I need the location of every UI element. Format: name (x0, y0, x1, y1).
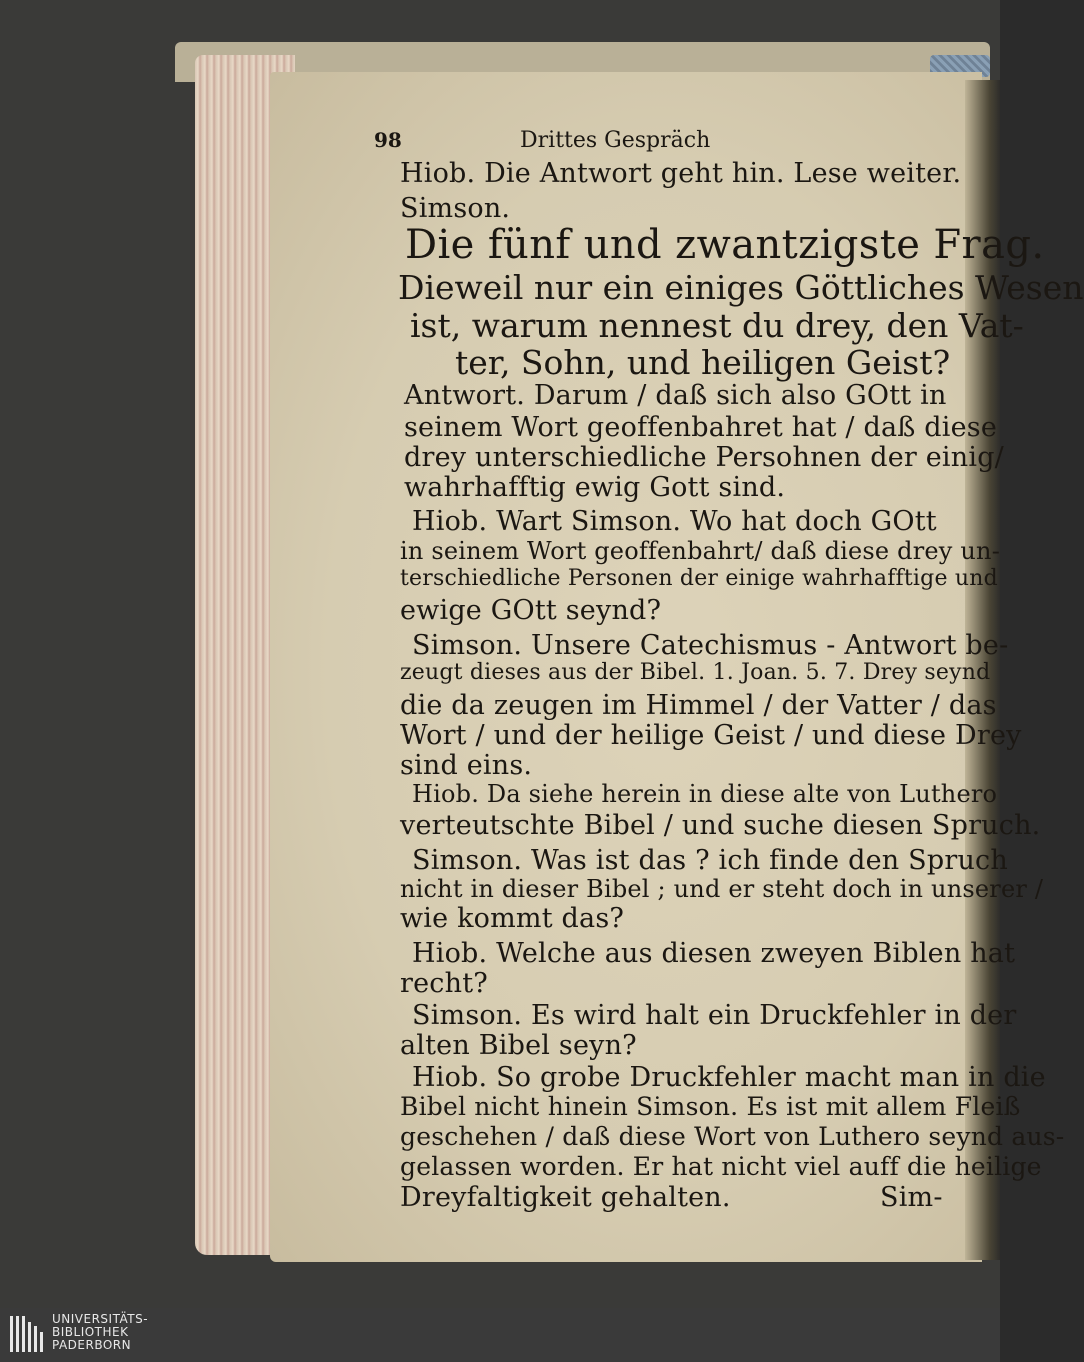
text-line: Dreyfaltigkeit gehalten. (400, 1182, 731, 1213)
footer-bar (0, 1308, 1000, 1362)
text-line: zeugt dieses aus der Bibel. 1. Joan. 5. 7. Drey seynd (400, 660, 991, 685)
library-logo-icon (8, 1312, 46, 1356)
text-line: Hiob. Wart Simson. Wo hat doch GOtt (412, 506, 937, 537)
text-line: terschiedliche Personen der einige wahrhafftige und (400, 566, 998, 591)
library-name-line: PADERBORN (52, 1338, 132, 1352)
catchword: Sim- (880, 1182, 943, 1213)
text-line: Hiob. Da siehe herein in diese alte von Luthero (412, 780, 998, 808)
text-line: in seinem Wort geoffenbahrt/ daß diese drey un- (400, 537, 1001, 565)
text-line: drey unterschiedliche Persohnen der einig/ (404, 442, 1004, 473)
text-line: nicht in dieser Bibel ; und er steht doch in unserer / (400, 875, 1044, 903)
library-name-line: BIBLIOTHEK (52, 1325, 129, 1339)
text-line: verteutschte Bibel / und suche diesen Spruch. (400, 810, 1041, 841)
text-line: Antwort. Darum / daß sich also GOtt in (404, 380, 947, 411)
text-line: wahrhafftig ewig Gott sind. (404, 472, 786, 503)
text-line: wie kommt das? (400, 903, 625, 934)
text-line: Hiob. Welche aus diesen zweyen Biblen hat (412, 938, 1016, 969)
text-line: Simson. Was ist das ? ich finde den Spruch (412, 845, 1008, 876)
text-line: gelassen worden. Er hat nicht viel auff die heilige (400, 1152, 1042, 1181)
text-line: Hiob. So grobe Druckfehler macht man in die (412, 1062, 1046, 1093)
text-line: ewige GOtt seynd? (400, 595, 662, 626)
library-name-line: UNIVERSITÄTS- (52, 1312, 149, 1326)
text-line: alten Bibel seyn? (400, 1030, 637, 1061)
text-line: die da zeugen im Himmel / der Vatter / das (400, 690, 997, 721)
text-line: seinem Wort geoffenbahret hat / daß diese (404, 412, 998, 443)
question-line: Dieweil nur ein einiges Göttliches Wesen (398, 268, 1084, 307)
question-line: ter, Sohn, und heiligen Geist? (455, 343, 951, 382)
text-line: Simson. Es wird halt ein Druckfehler in der (412, 1000, 1017, 1031)
text-line: Hiob. Die Antwort geht hin. Lese weiter. (400, 158, 962, 189)
text-line: Simson. Unsere Catechismus - Antwort be- (412, 630, 1009, 661)
text-line: Bibel nicht hinein Simson. Es ist mit allem Fleiß (400, 1092, 1021, 1121)
text-line: Wort / und der heilige Geist / und diese Drey (400, 720, 1022, 751)
text-line: geschehen / daß diese Wort von Luthero seynd aus- (400, 1122, 1065, 1151)
question-line: ist, warum nennest du drey, den Vat- (410, 306, 1024, 345)
text-line: Simson. (400, 193, 511, 224)
text-line: recht? (400, 968, 488, 999)
running-head: Drittes Gespräch (520, 128, 711, 153)
page-number: 98 (374, 128, 402, 152)
text-line: sind eins. (400, 750, 533, 781)
question-heading: Die fünf und zwantzigste Frag. (405, 222, 1045, 268)
library-name (52, 1313, 148, 1352)
